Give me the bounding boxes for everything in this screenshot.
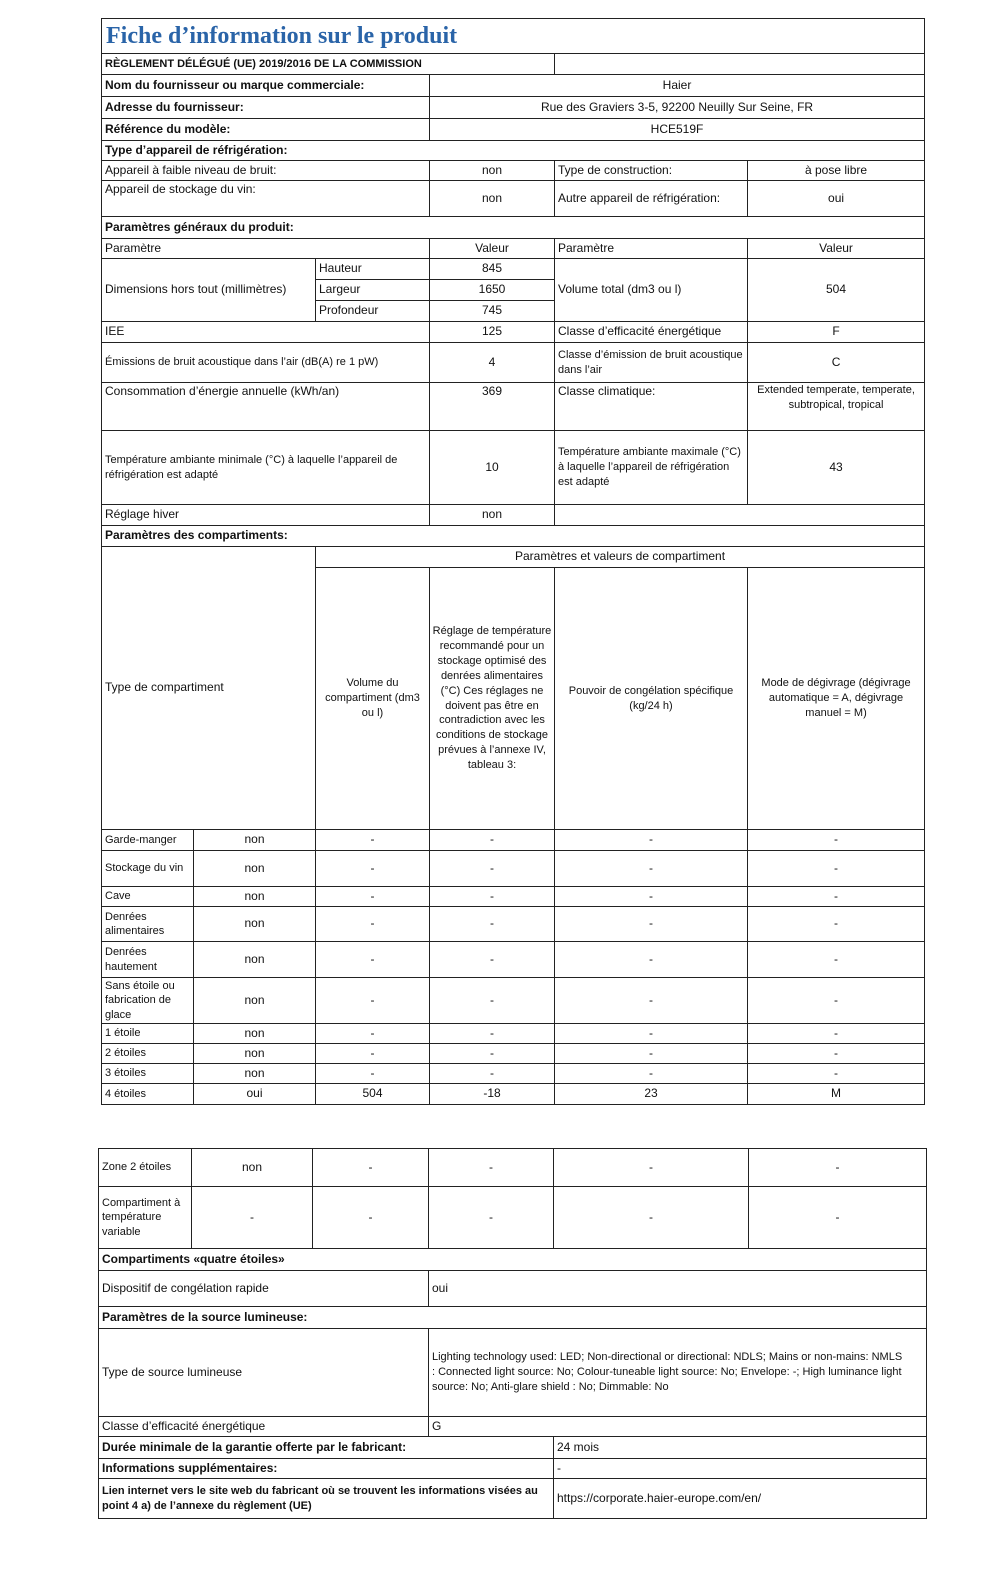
compartment-name: Denrées hautement xyxy=(102,942,194,978)
compartment-defrost-mode: M xyxy=(748,1084,925,1105)
eei-label: IEE xyxy=(102,322,430,343)
compartment-temp: - xyxy=(430,1064,555,1084)
compartment-volume: - xyxy=(313,1187,429,1249)
wine-storage-value: non xyxy=(430,181,555,217)
noise-emission-label: Émissions de bruit acoustique dans l’air (dB(A) re 1 pW) xyxy=(102,343,430,383)
manufacturer-link-value[interactable]: https://corporate.haier-europe.com/en/ xyxy=(554,1479,927,1519)
compartment-volume: - xyxy=(316,978,430,1024)
compartment-name: 2 étoiles xyxy=(102,1044,194,1064)
model-reference-value: HCE519F xyxy=(430,119,925,141)
low-noise-label: Appareil à faible niveau de bruit: xyxy=(102,161,430,181)
light-energy-class-label: Classe d’efficacité énergétique xyxy=(99,1417,429,1437)
page-title: Fiche d’information sur le produit xyxy=(102,19,925,54)
compartment-volume: - xyxy=(316,1044,430,1064)
manufacturer-link-label: Lien internet vers le site web du fabricant où se trouvent les informations visées au point 4 a) de l’annexe du règlement (UE) xyxy=(99,1479,554,1519)
compartment-present: non xyxy=(194,1044,316,1064)
regulation-empty xyxy=(555,54,925,75)
compartment-values-group-header: Paramètres et valeurs de compartiment xyxy=(316,547,925,568)
light-source-type-value xyxy=(429,1329,927,1417)
compartment-present: non xyxy=(194,1064,316,1084)
fast-freeze-value: oui xyxy=(429,1271,927,1307)
compartment-defrost-mode: - xyxy=(748,1024,925,1044)
warranty-label: Durée minimale de la garantie offerte par le fabricant: xyxy=(99,1437,554,1459)
compartment-name: Cave xyxy=(102,887,194,907)
compartment-name: Garde-manger xyxy=(102,830,194,851)
recommended-temp-header: Réglage de température recommandé pour un stockage optimisé des denrées alimentaires (°C) Ces réglages ne doivent pas être en contradiction avec les conditions de stockage prévues à l’annexe IV, tableau 3: xyxy=(430,568,555,830)
compartment-name: 4 étoiles xyxy=(102,1084,194,1105)
total-volume-label: Volume total (dm3 ou l) xyxy=(555,259,748,322)
light-source-type-label: Type de source lumineuse xyxy=(99,1329,429,1417)
total-volume-value: 504 xyxy=(748,259,925,322)
appliance-type-heading: Type d’appareil de réfrigération: xyxy=(102,141,925,161)
climate-class-value: Extended temperate, temperate, subtropical, tropical xyxy=(748,383,925,431)
compartment-freezing-capacity: - xyxy=(555,978,748,1024)
supplier-name-value: Haier xyxy=(430,75,925,97)
low-noise-value: non xyxy=(430,161,555,181)
other-appliance-value: oui xyxy=(748,181,925,217)
compartment-name: 3 étoiles xyxy=(102,1064,194,1084)
compartment-temp: - xyxy=(430,1044,555,1064)
light-energy-class-value: G xyxy=(429,1417,927,1437)
compartment-present: non xyxy=(194,942,316,978)
table-row xyxy=(102,942,925,978)
width-label: Largeur xyxy=(316,280,430,301)
table-row xyxy=(102,978,925,1024)
compartment-freezing-capacity: - xyxy=(555,830,748,851)
compartment-present: oui xyxy=(194,1084,316,1105)
noise-class-value: C xyxy=(748,343,925,383)
dimensions-label: Dimensions hors tout (millimètres) xyxy=(102,259,316,322)
table-row xyxy=(102,1064,925,1084)
table-row xyxy=(102,907,925,942)
annual-consumption-value: 369 xyxy=(430,383,555,431)
noise-class-label: Classe d’émission de bruit acoustique dans l’air xyxy=(555,343,748,383)
compartment-freezing-capacity: - xyxy=(555,887,748,907)
compartment-defrost-mode: - xyxy=(748,907,925,942)
table-row xyxy=(102,830,925,851)
compartment-volume: 504 xyxy=(316,1084,430,1105)
compartment-volume-header: Volume du compartiment (dm3 ou l) xyxy=(316,568,430,830)
compartment-name: Sans étoile ou fabrication de glace xyxy=(102,978,194,1024)
table-row xyxy=(102,1024,925,1044)
defrost-mode-header: Mode de dégivrage (dégivrage automatique = A, dégivrage manuel = M) xyxy=(748,568,925,830)
compartment-defrost-mode: - xyxy=(748,851,925,887)
compartment-defrost-mode: - xyxy=(749,1187,927,1249)
compartment-volume: - xyxy=(316,1024,430,1044)
compartment-name: Zone 2 étoiles xyxy=(99,1149,192,1187)
compartment-temp: - xyxy=(430,978,555,1024)
depth-value: 745 xyxy=(430,301,555,322)
compartment-temp: - xyxy=(430,830,555,851)
supplier-name-label: Nom du fournisseur ou marque commerciale: xyxy=(102,75,430,97)
winter-setting-value: non xyxy=(430,505,555,526)
max-ambient-temp-value: 43 xyxy=(748,431,925,505)
compartment-freezing-capacity: - xyxy=(555,1064,748,1084)
climate-class-label: Classe climatique: xyxy=(555,383,748,431)
compartment-freezing-capacity: 23 xyxy=(555,1084,748,1105)
compartment-temp: - xyxy=(430,1024,555,1044)
compartment-present: - xyxy=(192,1187,313,1249)
annual-consumption-label: Consommation d’énergie annuelle (kWh/an) xyxy=(102,383,430,431)
min-ambient-temp-label: Température ambiante minimale (°C) à laquelle l’appareil de réfrigération est adapté xyxy=(102,431,430,505)
min-ambient-temp-value: 10 xyxy=(430,431,555,505)
compartment-name: 1 étoile xyxy=(102,1024,194,1044)
energy-class-label: Classe d’efficacité énergétique xyxy=(555,322,748,343)
freezing-capacity-header: Pouvoir de congélation spécifique (kg/24 h) xyxy=(555,568,748,830)
compartment-defrost-mode: - xyxy=(748,942,925,978)
compartment-present: non xyxy=(194,907,316,942)
height-label: Hauteur xyxy=(316,259,430,280)
height-value: 845 xyxy=(430,259,555,280)
wine-storage-label: Appareil de stockage du vin: xyxy=(102,181,430,217)
light-source-spec-line-2: : Connected light source: No; Colour-tuneable light source: No; Envelope: -; High luminance light source: No; Anti-glare shield : No; Dimmable: No xyxy=(432,1366,902,1393)
compartment-temp: - xyxy=(429,1149,554,1187)
table-row xyxy=(102,887,925,907)
compartment-freezing-capacity: - xyxy=(554,1149,749,1187)
compartment-defrost-mode: - xyxy=(748,830,925,851)
compartment-present: non xyxy=(194,887,316,907)
winter-setting-empty xyxy=(555,505,925,526)
value-header: Valeur xyxy=(430,239,555,259)
compartment-parameters-heading: Paramètres des compartiments: xyxy=(102,526,925,547)
regulation-title: RÈGLEMENT DÉLÉGUÉ (UE) 2019/2016 DE LA COMMISSION xyxy=(102,54,555,75)
product-information-sheet-table xyxy=(101,18,925,1105)
width-value: 1650 xyxy=(430,280,555,301)
parameter-header: Paramètre xyxy=(102,239,430,259)
compartment-name: Stockage du vin xyxy=(102,851,194,887)
supplier-address-label: Adresse du fournisseur: xyxy=(102,97,430,119)
warranty-value: 24 mois xyxy=(554,1437,927,1459)
compartment-name: Compartiment à température variable xyxy=(99,1187,192,1249)
compartment-present: non xyxy=(194,851,316,887)
compartment-defrost-mode: - xyxy=(748,887,925,907)
light-source-heading: Paramètres de la source lumineuse: xyxy=(99,1307,927,1329)
table-row xyxy=(102,851,925,887)
compartment-volume: - xyxy=(316,942,430,978)
compartment-freezing-capacity: - xyxy=(555,1044,748,1064)
compartment-defrost-mode: - xyxy=(748,1064,925,1084)
compartment-present: non xyxy=(194,830,316,851)
table-row xyxy=(99,1187,927,1249)
other-appliance-label: Autre appareil de réfrigération: xyxy=(555,181,748,217)
product-information-sheet-table-continued xyxy=(98,1148,927,1519)
compartment-defrost-mode: - xyxy=(749,1149,927,1187)
table-row xyxy=(102,1044,925,1064)
compartment-present: non xyxy=(194,1024,316,1044)
supplier-address-value: Rue des Graviers 3-5, 92200 Neuilly Sur Seine, FR xyxy=(430,97,925,119)
additional-info-label: Informations supplémentaires: xyxy=(99,1459,554,1479)
compartment-volume: - xyxy=(316,1064,430,1084)
compartment-temp: - xyxy=(430,942,555,978)
energy-class-value: F xyxy=(748,322,925,343)
additional-info-value: - xyxy=(554,1459,927,1479)
compartment-present: non xyxy=(192,1149,313,1187)
parameter-header-2: Paramètre xyxy=(555,239,748,259)
noise-emission-value: 4 xyxy=(430,343,555,383)
construction-type-label: Type de construction: xyxy=(555,161,748,181)
compartment-defrost-mode: - xyxy=(748,978,925,1024)
compartment-volume: - xyxy=(316,830,430,851)
compartment-present: non xyxy=(194,978,316,1024)
compartment-name: Denrées alimentaires xyxy=(102,907,194,942)
winter-setting-label: Réglage hiver xyxy=(102,505,430,526)
compartment-volume: - xyxy=(316,887,430,907)
extra-compartment-rows xyxy=(99,1149,927,1249)
compartment-rows xyxy=(102,830,925,1105)
compartment-freezing-capacity: - xyxy=(554,1187,749,1249)
compartment-volume: - xyxy=(316,851,430,887)
compartment-type-header: Type de compartiment xyxy=(102,547,316,830)
compartment-freezing-capacity: - xyxy=(555,942,748,978)
fast-freeze-label: Dispositif de congélation rapide xyxy=(99,1271,429,1307)
light-source-spec-line-1: Lighting technology used: LED; Non-directional or directional: NDLS; Mains or non-mains: NMLS xyxy=(432,1351,903,1364)
compartment-temp: - xyxy=(430,887,555,907)
model-reference-label: Référence du modèle: xyxy=(102,119,430,141)
compartment-freezing-capacity: - xyxy=(555,907,748,942)
compartment-volume: - xyxy=(316,907,430,942)
construction-type-value: à pose libre xyxy=(748,161,925,181)
compartment-defrost-mode: - xyxy=(748,1044,925,1064)
four-star-heading: Compartiments «quatre étoiles» xyxy=(99,1249,927,1271)
compartment-freezing-capacity: - xyxy=(555,1024,748,1044)
value-header-2: Valeur xyxy=(748,239,925,259)
compartment-temp: - xyxy=(430,851,555,887)
compartment-volume: - xyxy=(313,1149,429,1187)
compartment-temp: - xyxy=(429,1187,554,1249)
general-parameters-heading: Paramètres généraux du produit: xyxy=(102,217,925,239)
compartment-temp: -18 xyxy=(430,1084,555,1105)
compartment-freezing-capacity: - xyxy=(555,851,748,887)
depth-label: Profondeur xyxy=(316,301,430,322)
compartment-temp: - xyxy=(430,907,555,942)
table-row xyxy=(99,1149,927,1187)
eei-value: 125 xyxy=(430,322,555,343)
max-ambient-temp-label: Température ambiante maximale (°C) à laquelle l’appareil de réfrigération est adapté xyxy=(555,431,748,505)
table-row xyxy=(102,1084,925,1105)
